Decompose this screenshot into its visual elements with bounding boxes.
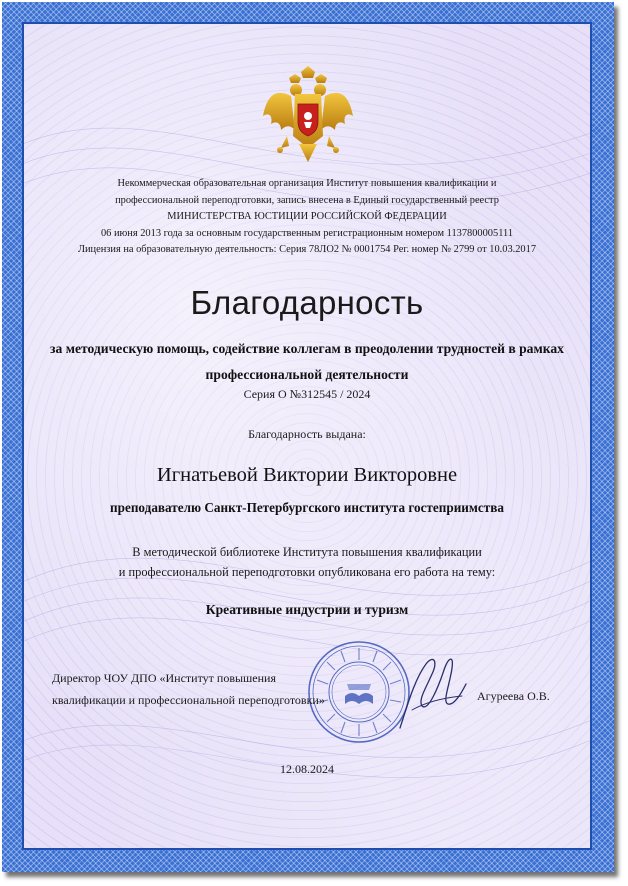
organization-line: профессиональной переподготовки, запись внесена в Единый государственный реестр [115,194,499,206]
publication-line: и профессиональной переподготовки опубликована его работа на тему: [118,565,496,579]
certificate-title: Благодарность [190,284,424,321]
organization-line: 06 июня 2013 года за основным государственным регистрационным номером 1137800005111 [100,227,514,239]
license-line: Лицензия на образовательную деятельность: Серия 78ЛО2 № 0001754 Рег. номер № 2799 от 10.03.2017 [77,244,537,255]
publication-topic: Креативные индустрии и туризм [205,602,409,617]
publication-text [22,542,592,582]
director-line: квалификации и профессиональной переподготовки» [52,693,325,707]
organization-info [22,176,592,259]
organization-line: МИНИСТЕРСТВА ЮСТИЦИИ РОССИЙСКОЙ ФЕДЕРАЦИИ [167,211,447,222]
issue-date: 12.08.2024 [280,762,334,776]
certificate-subtitle: за методическую помощь, содействие коллегам в преодолении трудностей в рамках профессиональной деятельности [50,341,564,382]
signer-name: Агуреева О.В. [477,689,550,703]
handwritten-signature-icon [392,640,472,740]
issued-label: Благодарность выдана: [248,427,366,441]
publication-line: В методической библиотеке Института повышения квалификации [132,545,482,559]
recipient-position: преподавателю Санкт-Петербургского института гостеприимства [110,500,504,515]
certificate-content [22,22,592,850]
organization-line: Некоммерческая образовательная организация Институт повышения квалификации и [117,178,497,189]
recipient-name: Игнатьевой Виктории Викторовне [156,464,458,486]
certificate-page [2,2,614,872]
series-number: Серия О №312545 / 2024 [243,387,371,401]
director-title [52,667,352,711]
russian-coat-of-arms-icon [261,66,355,166]
director-line: Директор ЧОУ ДПО «Институт повышения [52,671,276,685]
